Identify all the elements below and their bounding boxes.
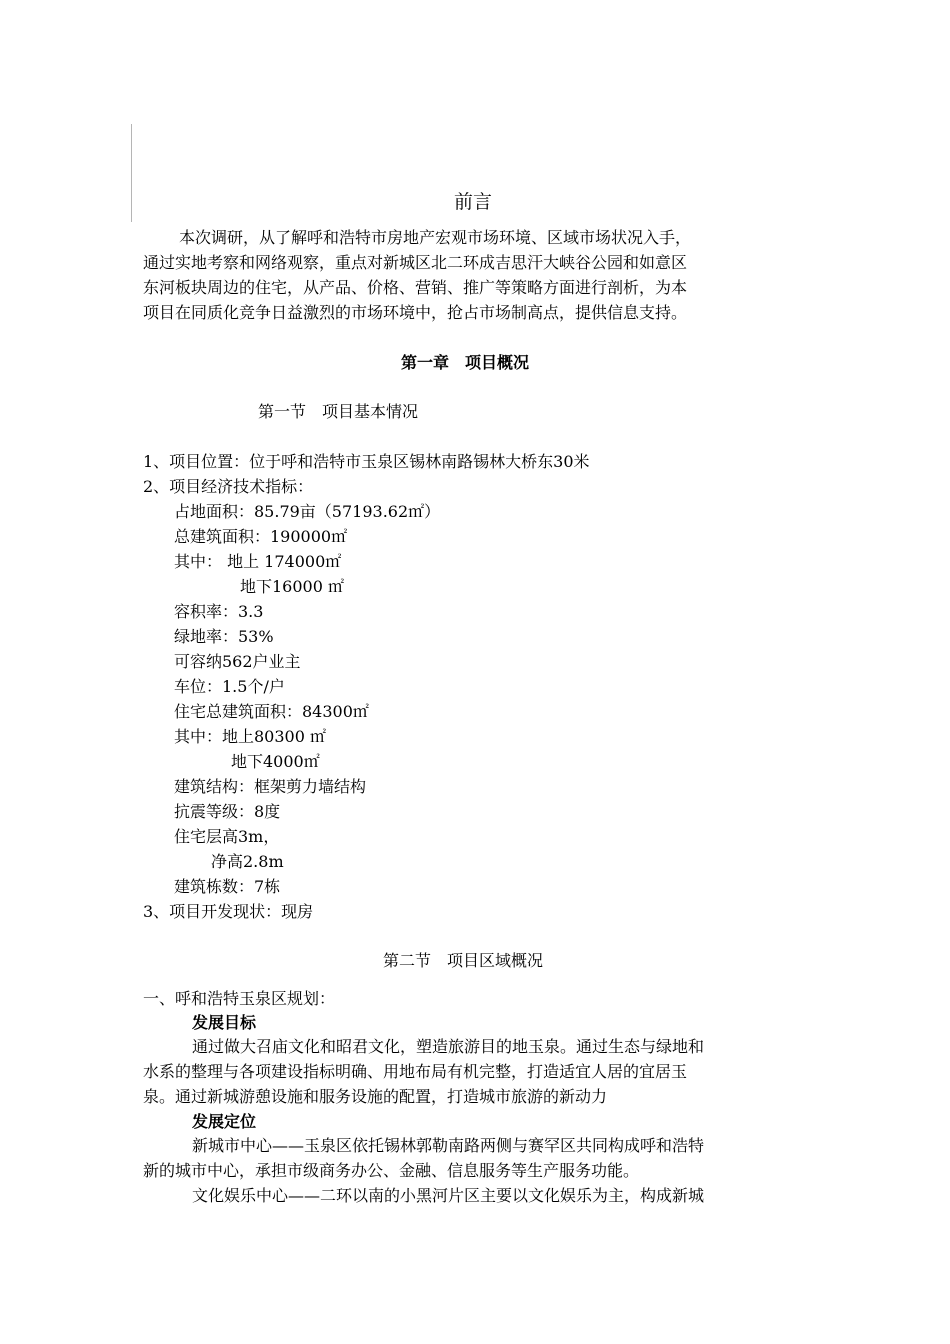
goal-line-1: 通过做大召庙文化和昭君文化，塑造旅游目的地玉泉。通过生态与绿地和 [192, 1037, 705, 1056]
section-1-title: 第一节 项目基本情况 [258, 402, 419, 421]
preface-line-1: 本次调研，从了解呼和浩特市房地产宏观市场环境、区域市场状况入手， [179, 228, 692, 247]
goal-heading: 发展目标 [192, 1013, 257, 1032]
position-heading: 发展定位 [192, 1112, 257, 1131]
subsection-planning: 一、呼和浩特玉泉区规划： [143, 989, 336, 1008]
spec-underground: 地下16000 ㎡ [240, 577, 344, 596]
position-line-2: 新的城市中心，承担市级商务办公、金融、信息服务等生产服务功能。 [143, 1161, 640, 1180]
spec-households: 可容纳562户业主 [174, 652, 301, 671]
goal-line-3: 泉。通过新城游憩设施和服务设施的配置，打造城市旅游的新动力 [143, 1087, 608, 1106]
spec-residential-under: 地下4000㎡ [231, 752, 320, 771]
margin-guide-line [131, 124, 132, 222]
preface-title: 前言 [454, 191, 493, 213]
item-status: 3、项目开发现状：现房 [143, 902, 314, 921]
goal-line-2: 水系的整理与各项建设指标明确、用地布局有机完整，打造适宜人居的宜居玉 [143, 1062, 688, 1081]
preface-line-3: 东河板块周边的住宅，从产品、价格、营销、推广等策略方面进行剖析，为本 [143, 278, 688, 297]
spec-green-ratio: 绿地率：53% [174, 627, 274, 646]
spec-plot-ratio: 容积率：3.3 [174, 602, 264, 621]
chapter-title: 第一章 项目概况 [401, 353, 530, 372]
section-2-title: 第二节 项目区域概况 [383, 951, 544, 970]
position-line-1: 新城市中心——玉泉区依托锡林郭勒南路两侧与赛罕区共同构成呼和浩特 [192, 1136, 705, 1155]
item-location: 1、项目位置：位于呼和浩特市玉泉区锡林南路锡林大桥东30米 [143, 452, 590, 471]
position-line-3: 文化娱乐中心——二环以南的小黑河片区主要以文化娱乐为主，构成新城 [192, 1186, 705, 1205]
preface-line-2: 通过实地考察和网络观察，重点对新城区北二环成吉思汗大峡谷公园和如意区 [143, 253, 688, 272]
spec-residential-above: 其中：地上80300 ㎡ [174, 727, 326, 746]
spec-building-count: 建筑栋数：7栋 [174, 877, 281, 896]
spec-land-area: 占地面积：85.79亩（57193.62㎡） [174, 502, 441, 521]
spec-seismic: 抗震等级：8度 [174, 802, 281, 821]
spec-parking: 车位：1.5个/户 [174, 677, 285, 696]
spec-residential-area: 住宅总建筑面积：84300㎡ [174, 702, 369, 721]
spec-structure: 建筑结构：框架剪力墙结构 [174, 777, 367, 796]
spec-total-floor-area: 总建筑面积：190000㎡ [174, 527, 348, 546]
preface-line-4: 项目在同质化竞争日益激烈的市场环境中，抢占市场制高点，提供信息支持。 [143, 303, 688, 322]
spec-net-height: 净高2.8m [211, 852, 284, 871]
spec-floor-height: 住宅层高3m， [174, 827, 280, 846]
item-indicators: 2、项目经济技术指标： [143, 477, 314, 496]
spec-above-ground: 其中： 地上 174000㎡ [174, 552, 342, 571]
